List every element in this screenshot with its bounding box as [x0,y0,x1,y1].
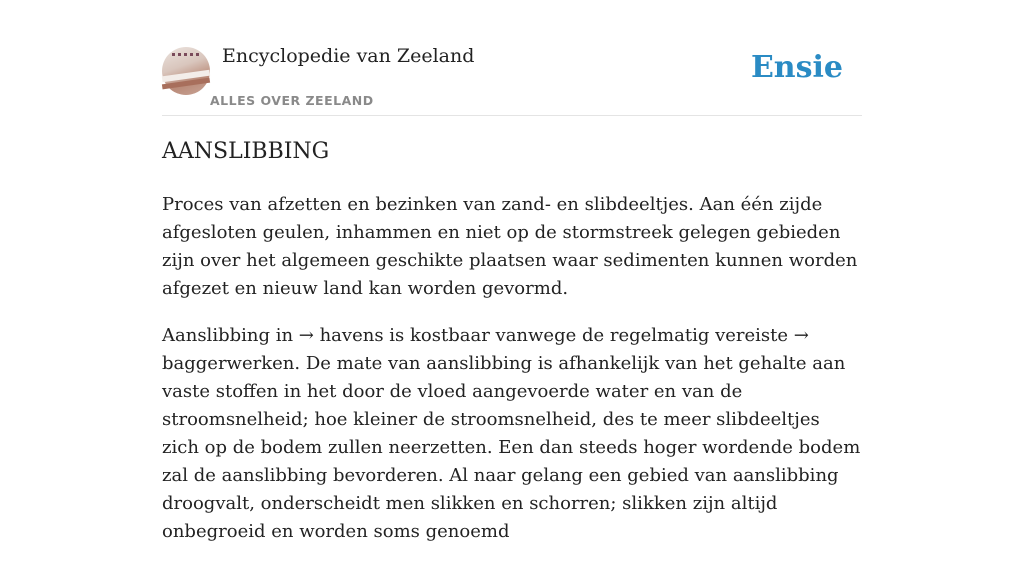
brand-logo-link[interactable]: Ensie [750,50,843,85]
avatar-decoration [172,53,200,56]
site-header [162,0,862,116]
entry-body [162,191,862,565]
content-container [162,0,862,542]
entry-paragraph: Aanslibbing in → havens is kostbaar vanwege de regelmatig vereiste → baggerwerken. De mate van aanslibbing is afhankelijk van het gehalte aan vaste stoffen in het door de vloed aangevoerde water en van de stroomsnelheid; hoe kleiner de stroomsnelheid, des te meer slibdeeltjes zich op de bodem zullen neerzetten. Een dan steeds hoger wordende bodem zal de aanslibbing bevorderen. Al naar gelang een gebied van aanslibbing droogvalt, onderscheidt men slikken en schorren; slikken zijn altijd onbegroeid en worden soms genoemd [162,325,861,542]
site-avatar[interactable] [162,47,210,95]
entry-title: AANSLIBBING [162,139,330,164]
site-tagline: ALLES OVER ZEELAND [210,93,374,108]
entry-paragraph: Proces van afzetten en bezinken van zand- en slibdeeltjes. Aan één zijde afgesloten geulen, inhammen en niet op de stormstreek gelegen gebieden zijn over het algemeen geschikte plaatsen waar sedimenten kunnen worden afgezet en nieuw land kan worden gevormd. [162,194,858,299]
site-title[interactable]: Encyclopedie van Zeeland [222,45,475,67]
